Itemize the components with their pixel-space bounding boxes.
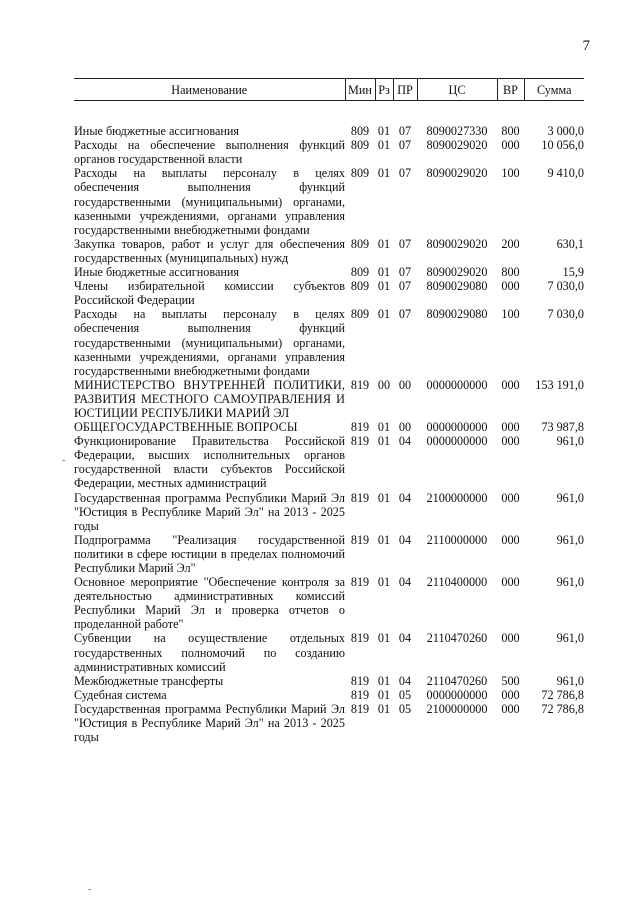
table-row bbox=[74, 307, 584, 377]
cell-min: 809 bbox=[350, 265, 370, 280]
cell-rz: 01 bbox=[377, 490, 391, 505]
cell-min: 809 bbox=[350, 138, 370, 153]
table-row bbox=[74, 378, 584, 420]
cell-min: 819 bbox=[350, 701, 370, 716]
cell-vr: 000 bbox=[501, 575, 520, 590]
cell-vr: 000 bbox=[501, 138, 520, 153]
cell-name: Расходы на обеспечение выполнения функций органов государственной власти bbox=[74, 138, 345, 167]
cell-rz: 01 bbox=[377, 575, 391, 590]
cell-pr: 05 bbox=[398, 701, 412, 716]
cell-vr: 000 bbox=[501, 279, 520, 294]
cell-vr: 500 bbox=[501, 673, 520, 688]
cell-pr: 00 bbox=[398, 420, 412, 435]
header-pr: ПР bbox=[393, 79, 417, 101]
cell-vr: 100 bbox=[501, 307, 520, 322]
cell-cs: 8090027330 bbox=[426, 124, 488, 139]
cell-name: Межбюджетные трансферты bbox=[74, 673, 224, 688]
page-number: 7 bbox=[582, 38, 590, 54]
cell-sum: 961,0 bbox=[556, 490, 584, 505]
cell-rz: 01 bbox=[377, 265, 391, 280]
cell-sum: 10 056,0 bbox=[541, 138, 584, 153]
cell-min: 809 bbox=[350, 279, 370, 294]
cell-sum: 961,0 bbox=[556, 631, 584, 646]
cell-min: 819 bbox=[350, 532, 370, 547]
header-vr: ВР bbox=[497, 79, 524, 101]
cell-cs: 8090029020 bbox=[426, 265, 488, 280]
cell-rz: 01 bbox=[377, 124, 391, 139]
cell-name: Иные бюджетные ассигнования bbox=[74, 265, 240, 280]
table-row bbox=[74, 279, 584, 307]
cell-pr: 04 bbox=[398, 575, 412, 590]
table-row bbox=[74, 674, 584, 688]
cell-pr: 04 bbox=[398, 673, 412, 688]
table-row bbox=[74, 491, 584, 533]
cell-name: Закупка товаров, работ и услуг для обеспечения государственных (муниципальных) нужд bbox=[74, 236, 345, 265]
cell-rz: 01 bbox=[377, 434, 391, 449]
cell-pr: 00 bbox=[398, 377, 412, 392]
table-row bbox=[74, 138, 584, 166]
cell-sum: 72 786,8 bbox=[541, 701, 584, 716]
margin-mark: - bbox=[88, 884, 92, 895]
cell-cs: 8090029080 bbox=[426, 307, 488, 322]
cell-name: Судебная система bbox=[74, 687, 167, 702]
cell-pr: 04 bbox=[398, 631, 412, 646]
cell-sum: 961,0 bbox=[556, 532, 584, 547]
cell-sum: 630,1 bbox=[556, 236, 584, 251]
cell-cs: 8090029020 bbox=[426, 236, 488, 251]
cell-pr: 07 bbox=[398, 138, 412, 153]
cell-cs: 0000000000 bbox=[426, 377, 488, 392]
cell-cs: 2110400000 bbox=[426, 575, 488, 590]
cell-sum: 961,0 bbox=[556, 575, 584, 590]
table-row bbox=[74, 575, 584, 631]
cell-rz: 01 bbox=[377, 279, 391, 294]
table-row bbox=[74, 434, 584, 490]
margin-mark: - bbox=[62, 455, 66, 466]
table-row bbox=[74, 101, 584, 139]
header-rz: Рз bbox=[375, 79, 393, 101]
cell-pr: 07 bbox=[398, 236, 412, 251]
cell-rz: 01 bbox=[377, 166, 391, 181]
cell-sum: 961,0 bbox=[556, 434, 584, 449]
cell-sum: 7 030,0 bbox=[547, 307, 584, 322]
cell-vr: 200 bbox=[501, 236, 520, 251]
cell-vr: 000 bbox=[501, 532, 520, 547]
cell-name: Иные бюджетные ассигнования bbox=[74, 124, 240, 139]
cell-rz: 01 bbox=[377, 673, 391, 688]
cell-cs: 2110470260 bbox=[426, 673, 488, 688]
cell-sum: 15,9 bbox=[562, 265, 584, 280]
cell-min: 819 bbox=[350, 420, 370, 435]
header-sum: Сумма bbox=[524, 79, 584, 101]
cell-pr: 04 bbox=[398, 490, 412, 505]
cell-pr: 04 bbox=[398, 434, 412, 449]
cell-min: 819 bbox=[350, 687, 370, 702]
cell-name: Расходы на выплаты персоналу в целях обеспечения выполнения функций государственными (муниципальными) органами, казенными учреждениями, органами управления государственными внебюджетными фондами bbox=[74, 307, 345, 378]
table-row bbox=[74, 702, 584, 744]
cell-rz: 01 bbox=[377, 138, 391, 153]
cell-name: Функционирование Правительства Российской Федерации, высших исполнительных органов государственной власти субъектов Российской Федерации, местных администраций bbox=[74, 434, 345, 491]
cell-rz: 01 bbox=[377, 701, 391, 716]
table-row bbox=[74, 533, 584, 575]
cell-cs: 0000000000 bbox=[426, 434, 488, 449]
cell-rz: 01 bbox=[377, 631, 391, 646]
cell-cs: 2100000000 bbox=[426, 490, 488, 505]
cell-vr: 000 bbox=[501, 420, 520, 435]
cell-name: Основное мероприятие "Обеспечение контроля за деятельностью административных комиссий Республики Марий Эл и проверка отчетов о проделанной работе" bbox=[74, 575, 345, 632]
cell-rz: 00 bbox=[377, 377, 391, 392]
cell-name: ОБЩЕГОСУДАРСТВЕННЫЕ ВОПРОСЫ bbox=[74, 420, 298, 435]
cell-name: Подпрограмма "Реализация государственной политики в сфере юстиции в пределах полномочий Республики Марий Эл" bbox=[74, 532, 345, 575]
cell-vr: 000 bbox=[501, 687, 520, 702]
cell-pr: 07 bbox=[398, 265, 412, 280]
table-row bbox=[74, 237, 584, 265]
cell-name: Субвенции на осуществление отдельных государственных полномочий по созданию административных комиссий bbox=[74, 631, 345, 674]
cell-sum: 72 786,8 bbox=[541, 687, 584, 702]
cell-name: Государственная программа Республики Марий Эл "Юстиция в Республике Марий Эл" на 2013 - 2025 годы bbox=[74, 490, 345, 533]
cell-min: 819 bbox=[350, 434, 370, 449]
cell-pr: 05 bbox=[398, 687, 412, 702]
cell-min: 819 bbox=[350, 631, 370, 646]
cell-cs: 2110000000 bbox=[426, 532, 488, 547]
table-row bbox=[74, 265, 584, 279]
table-header-row bbox=[74, 79, 584, 101]
cell-pr: 07 bbox=[398, 279, 412, 294]
cell-min: 809 bbox=[350, 124, 370, 139]
cell-vr: 000 bbox=[501, 434, 520, 449]
budget-table bbox=[74, 78, 584, 744]
cell-vr: 000 bbox=[501, 377, 520, 392]
cell-sum: 7 030,0 bbox=[547, 279, 584, 294]
table-row bbox=[74, 420, 584, 434]
cell-cs: 2100000000 bbox=[426, 701, 488, 716]
cell-rz: 01 bbox=[377, 420, 391, 435]
cell-cs: 0000000000 bbox=[426, 420, 488, 435]
cell-rz: 01 bbox=[377, 307, 391, 322]
cell-min: 819 bbox=[350, 575, 370, 590]
cell-cs: 8090029020 bbox=[426, 138, 488, 153]
cell-vr: 000 bbox=[501, 701, 520, 716]
cell-cs: 8090029020 bbox=[426, 166, 488, 181]
cell-cs: 2110470260 bbox=[426, 631, 488, 646]
cell-min: 819 bbox=[350, 490, 370, 505]
cell-vr: 800 bbox=[501, 124, 520, 139]
table-body bbox=[74, 101, 584, 745]
table-row bbox=[74, 688, 584, 702]
cell-min: 809 bbox=[350, 307, 370, 322]
cell-sum: 153 191,0 bbox=[535, 377, 584, 392]
cell-min: 809 bbox=[350, 166, 370, 181]
table-row bbox=[74, 631, 584, 673]
header-name: Наименование bbox=[74, 79, 345, 101]
cell-vr: 100 bbox=[501, 166, 520, 181]
cell-sum: 3 000,0 bbox=[547, 124, 584, 139]
cell-rz: 01 bbox=[377, 532, 391, 547]
cell-sum: 9 410,0 bbox=[547, 166, 584, 181]
cell-rz: 01 bbox=[377, 687, 391, 702]
cell-cs: 0000000000 bbox=[426, 687, 488, 702]
cell-vr: 000 bbox=[501, 490, 520, 505]
cell-cs: 8090029080 bbox=[426, 279, 488, 294]
table-row bbox=[74, 166, 584, 236]
cell-vr: 800 bbox=[501, 265, 520, 280]
cell-name: Государственная программа Республики Марий Эл "Юстиция в Республике Марий Эл" на 2013 - 2025 годы bbox=[74, 701, 345, 745]
cell-vr: 000 bbox=[501, 631, 520, 646]
cell-pr: 07 bbox=[398, 166, 412, 181]
header-cs: ЦС bbox=[417, 79, 497, 101]
cell-name: Члены избирательной комиссии субъектов Российской Федерации bbox=[74, 279, 345, 308]
header-min: Мин bbox=[345, 79, 375, 101]
cell-pr: 07 bbox=[398, 307, 412, 322]
cell-min: 819 bbox=[350, 673, 370, 688]
cell-rz: 01 bbox=[377, 236, 391, 251]
cell-name: Расходы на выплаты персоналу в целях обеспечения выполнения функций государственными (муниципальными) органами, казенными учреждениями, органами управления государственными внебюджетными фондами bbox=[74, 166, 345, 237]
cell-sum: 961,0 bbox=[556, 673, 584, 688]
cell-sum: 73 987,8 bbox=[541, 420, 584, 435]
cell-min: 819 bbox=[350, 377, 370, 392]
cell-pr: 04 bbox=[398, 532, 412, 547]
cell-min: 809 bbox=[350, 236, 370, 251]
cell-pr: 07 bbox=[398, 124, 412, 139]
cell-name: МИНИСТЕРСТВО ВНУТРЕННЕЙ ПОЛИТИКИ, РАЗВИТИЯ МЕСТНОГО САМОУПРАВЛЕНИЯ И ЮСТИЦИИ РЕСПУБЛИКИ МАРИЙ ЭЛ bbox=[74, 377, 345, 420]
